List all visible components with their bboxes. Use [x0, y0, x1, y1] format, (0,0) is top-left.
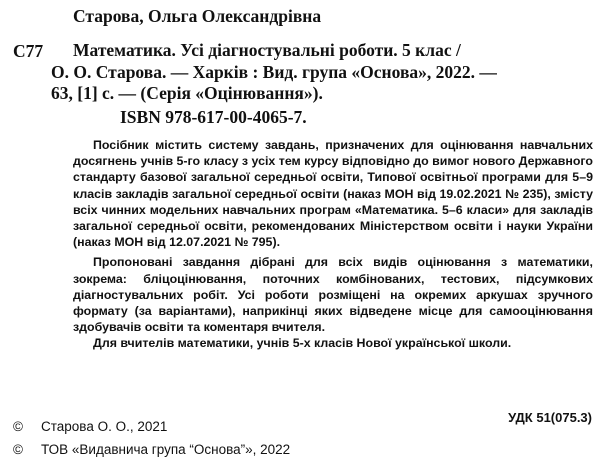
copyright-line	[13, 442, 290, 458]
copyright-text: ТОВ «Видавнича група “Основа”», 2022	[41, 442, 291, 457]
entry-line-title: Математика. Усі діагностувальні роботи. 5 клас /	[73, 40, 461, 60]
entry-line-publisher: О. О. Старова. — Харків : Вид. група «Основа», 2022. —	[51, 61, 497, 82]
annotation	[73, 137, 593, 352]
isbn: ISBN 978-617-00-4065-7.	[120, 107, 307, 127]
copyright-text: Старова О. О., 2021	[41, 419, 168, 434]
copyright-symbol: ©	[13, 442, 23, 457]
udk-code: УДК 51(075.3)	[508, 410, 592, 425]
author-heading: Старова, Ольга Олександрівна	[73, 6, 322, 26]
annotation-paragraph: Пропоновані завдання дібрані для всіх видів оцінювання з математики, зокрема: бліцоцінювання, поточних комбінованих, тестових, підсумкових діагностувальних робіт. Усі роботи розміщені на окремих аркушах зручного формату (за варіантами), наприкінці яких відведене місце для самооцінювання здобувачів освіти та коментаря вчителя.	[73, 255, 593, 335]
copyright-line	[13, 419, 167, 435]
copyright-symbol: ©	[13, 419, 23, 434]
annotation-paragraph: Для вчителів математики, учнів 5-х класів Нової української школи.	[93, 336, 512, 351]
bibliographic-entry	[51, 40, 593, 105]
classification-code: С77	[13, 41, 44, 61]
entry-line-series: 63, [1] с. — (Серія «Оцінювання»).	[51, 83, 323, 103]
annotation-paragraph: Посібник містить систему завдань, призначених для оцінювання навчальних досягнень учнів 5-го класу з усіх тем курсу відповідно до вимог нового Державного стандарту базової загальної середньої освіти, Типової освітньої програми для 5–9 класів закладів загальної середньої освіти (наказ МОН від 19.02.2021 № 235), змісту всіх чинних модельних навчальних програм «Математика. 5–6 класи» для закладів загальної середньої освіти, рекомендованих Міністерством освіти і науки України (наказ МОН від 12.07.2021 № 795).	[73, 138, 593, 250]
